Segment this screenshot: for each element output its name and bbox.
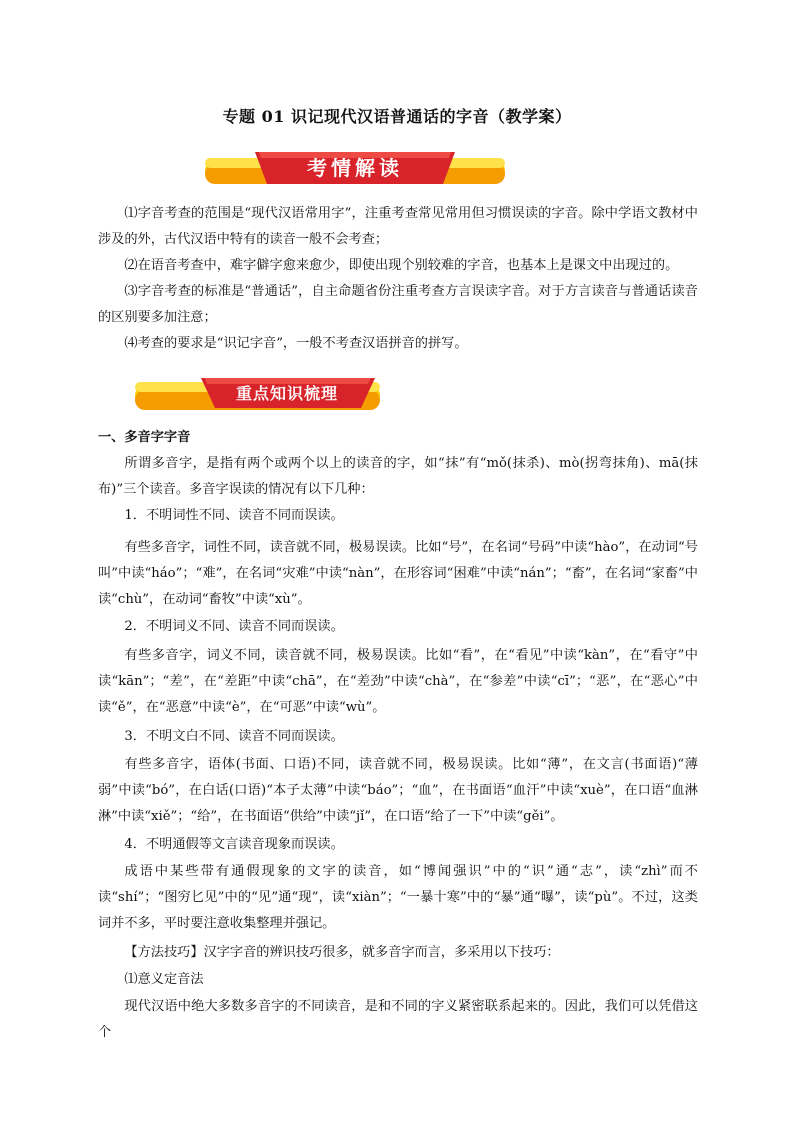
banner-exam-analysis	[205, 150, 505, 186]
item-1-title: 1．不明词性不同、读音不同而误读。	[124, 508, 344, 523]
item-2-body: 有些多音字，词义不同，读音就不同，极易误读。比如“看”，在“看见”中读“kàn”，在“看守”中读“kān”；“差”，在“差距”中读“chā”，在“差劲”中读“chà”，在“参差”中读“cī”；“恶”，在“恶心”中读“ě”，在“恶意”中读“è”，在“可恶”中读“wù”。	[98, 648, 698, 715]
item-3-body: 有些多音字，语体(书面、口语)不同，读音就不同，极易误读。比如“薄”，在文言(书面语)“薄弱”中读“bó”，在白话(口语)“本子太薄”中读“báo”；“血”，在书面语“血汗”中读“xuè”，在口语“血淋淋”中读“xiě”；“给”，在书面语“供给”中读“jǐ”，在口语“给了一下”中读“gěi”。	[98, 757, 698, 824]
item-2-title: 2．不明词义不同、读音不同而误读。	[124, 619, 344, 634]
item-1-body: 有些多音字，词性不同，读音就不同，极易误读。比如“号”，在名词“号码”中读“hào”，在动词“号叫”中读“háo”；“难”，在名词“灾难”中读“nàn”，在形容词“困难”中读“nán”；“畜”，在名词“家畜”中读“chù”，在动词“畜牧”中读“xù”。	[98, 540, 698, 607]
tip-1-body: 现代汉语中绝大多数多音字的不同读音，是和不同的字义紧密联系起来的。因此，我们可以凭借这个	[98, 999, 698, 1040]
exam-point-4: ⑷考查的要求是“识记字音”，一般不考查汉语拼音的拼写。	[124, 336, 468, 351]
section-heading: 一、多音字字音	[98, 430, 191, 445]
exam-point-3: ⑶字音考查的标准是“普通话”，自主命题省份注重考查方言误读字音。对于方言读音与普通话读音的区别要多加注意；	[98, 284, 698, 325]
banner-key-knowledge	[135, 376, 380, 412]
item-4-body: 成语中某些带有通假现象的文字的读音，如“博闻强识”中的“识”通“志”，读“zhì”而不读“shí”；“图穷匕见”中的“见”通“现”，读“xiàn”；“一暴十寒”中的“暴”通“曝”，读“pù”。不过，这类词并不多，平时要注意收集整理并强记。	[98, 864, 698, 931]
section-intro: 所谓多音字，是指有两个或两个以上的读音的字，如“抹”有“mǒ(抹杀)、mò(拐弯抹角)、mā(抹布)”三个读音。多音字误读的情况有以下几种：	[98, 456, 698, 497]
item-3-title: 3．不明文白不同、读音不同而误读。	[124, 729, 344, 744]
item-4-title: 4．不明通假等文言读音现象而误读。	[124, 837, 344, 852]
banner-exam-analysis-label: 考情解读	[307, 156, 403, 180]
exam-point-1: ⑴字音考查的范围是“现代汉语常用字”，注重考查常见常用但习惯误读的字音。除中学语文教材中涉及的外，古代汉语中特有的读音一般不会考查；	[98, 206, 698, 247]
exam-point-2: ⑵在语音考查中，难字僻字愈来愈少，即使出现个别较难的字音，也基本上是课文中出现过的。	[124, 258, 679, 273]
tip-1-title: ⑴意义定音法	[124, 972, 204, 987]
banner-key-knowledge-label: 重点知识梳理	[235, 384, 338, 403]
page-title: 专题 01 识记现代汉语普通话的字音（教学案）	[222, 107, 572, 126]
method-tips: 【方法技巧】汉字字音的辨识技巧很多，就多音字而言，多采用以下技巧：	[124, 945, 560, 960]
